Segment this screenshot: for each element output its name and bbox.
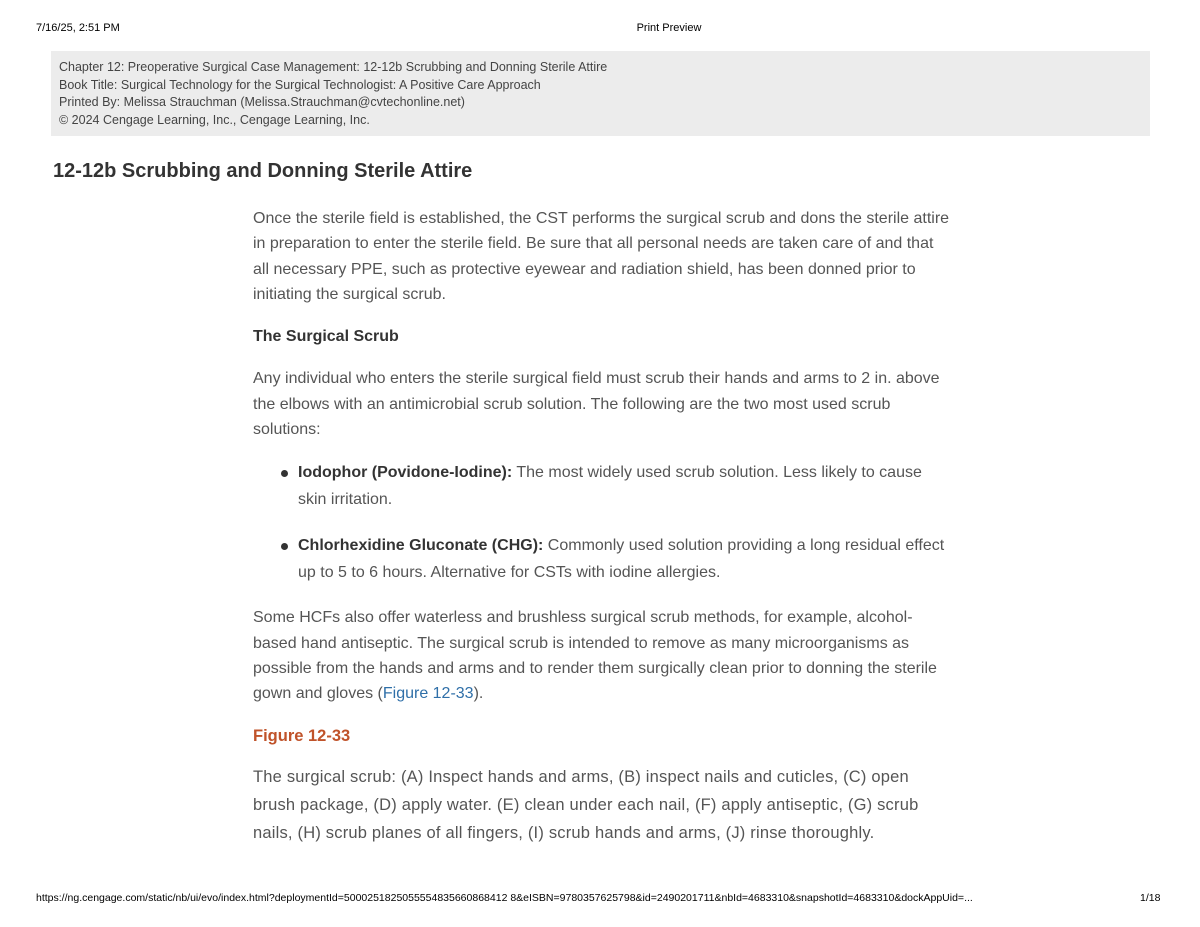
waterless-text: Some HCFs also offer waterless and brushless surgical scrub methods, for example, alcohol-based hand antiseptic. The surgical scrub is intended to remove as many microorganisms as possible from the hands and arms and to render them surgically clean prior to donning the sterile gown and gloves ( [253, 609, 937, 703]
bullet-term: Chlorhexidine Gluconate (CHG): [298, 537, 544, 555]
waterless-text-end: ). [473, 685, 484, 703]
print-header [0, 22, 1200, 38]
scrub-paragraph: Any individual who enters the sterile surgical field must scrub their hands and arms to 2 in. above the elbows with an antimicrobial scrub solution. The following are the two most used scrub solutions: [253, 370, 940, 439]
bullet-term: Iodophor (Povidone-Iodine): [298, 464, 513, 482]
print-footer [0, 892, 1200, 908]
list-item [298, 459, 953, 513]
bullet-icon [281, 470, 288, 477]
copyright-line: © 2024 Cengage Learning, Inc., Cengage Learning, Inc. [59, 112, 370, 127]
scrub-solutions-list [253, 459, 953, 586]
footer-url: https://ng.cengage.com/static/nb/ui/evo/index.html?deploymentId=5000251825055554835660868412 8&eISBN=9780357625798&id=2490201711&nbId=4683310&snapshotId=4683310&dockAppUid=... [36, 892, 973, 904]
intro-paragraph: Once the sterile field is established, the CST performs the surgical scrub and dons the sterile attire in preparation to enter the sterile field. Be sure that all personal needs are taken care of and that all necessary PPE, such as protective eyewear and radiation shield, has been donned prior to initiating the surgical scrub. [253, 210, 950, 303]
citation-box [51, 51, 1150, 136]
figure-caption: The surgical scrub: (A) Inspect hands and arms, (B) inspect nails and cuticles, (C) open brush package, (D) apply water. (E) clean under each nail, (F) apply antiseptic, (G) scrub nails, (H) scrub planes of all fingers, (I) scrub hands and arms, (J) rinse thoroughly. [253, 767, 919, 842]
section-title: 12-12b Scrubbing and Donning Sterile Attire [53, 160, 473, 182]
list-item [298, 532, 953, 586]
book-title-line: Book Title: Surgical Technology for the Surgical Technologist: A Positive Care Approach [59, 77, 541, 92]
chapter-line: Chapter 12: Preoperative Surgical Case Management: 12-12b Scrubbing and Donning Sterile Attire [59, 60, 608, 74]
page-number: 1/18 [1140, 892, 1161, 904]
bullet-text: The most widely used scrub solution. Less likely to cause skin irritation. [298, 464, 922, 509]
print-preview-title: Print Preview [636, 22, 702, 34]
printed-by-line: Printed By: Melissa Strauchman (Melissa.Strauchman@cvtechonline.net) [59, 95, 465, 109]
subheading-surgical-scrub: The Surgical Scrub [253, 328, 399, 346]
waterless-paragraph [253, 605, 953, 706]
section-content [253, 206, 953, 847]
bullet-text: Commonly used solution providing a long residual effect up to 5 to 6 hours. Alternative for CSTs with iodine allergies. [298, 537, 945, 582]
print-datetime: 7/16/25, 2:51 PM [36, 22, 120, 34]
figure-label: Figure 12-33 [253, 726, 351, 745]
figure-12-33-link[interactable]: Figure 12-33 [382, 685, 474, 703]
bullet-icon [281, 543, 288, 550]
